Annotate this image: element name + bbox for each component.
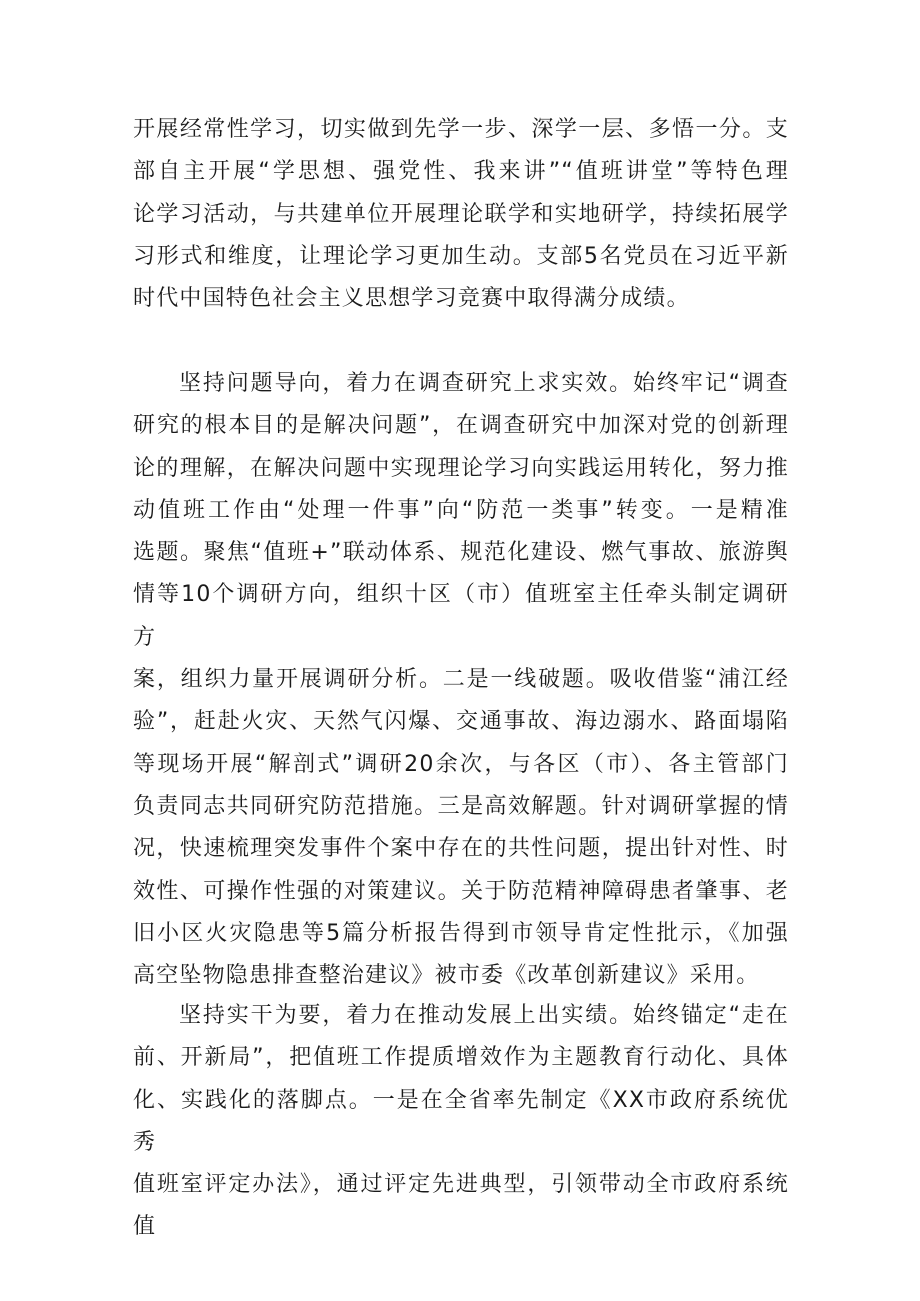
text-line: 部自主开展“学思想、强党性、我来讲”“值班讲堂”等特色理 [133,159,789,185]
text-line: 论学习活动，与共建单位开展理论联学和实地研学，持续拓展学 [133,201,789,227]
text-line: 案，组织力量开展调研分析。二是一线破题。吸收借鉴“浦江经 [133,667,789,693]
text-line: 研究的根本目的是解决问题”，在调查研究中加深对党的创新理 [133,413,789,439]
text-line: 坚持问题导向，着力在调查研究上求实效。始终牢记“调查 [179,371,789,396]
text-line: 动值班工作由“处理一件事”向“防范一类事”转变。一是精准 [133,497,789,523]
paragraph-problem-oriented-research [133,363,789,997]
text-line: 情等10个调研方向，组织十区（市）值班室主任牵头制定调研方 [133,582,789,650]
text-line: 值班室评定办法》，通过评定先进典型，引领带动全市政府系统值 [133,1172,789,1240]
text-line: 负责同志共同研究防范措施。三是高效解题。针对调研掌握的情 [133,793,789,819]
text-line: 旧小区火灾隐患等5篇分析报告得到市领导肯定性批示，《加强 [133,920,789,946]
text-line: 论的理解，在解决问题中实现理论学习向实践运用转化，努力推 [133,455,789,481]
text-line: 况，快速梳理突发事件个案中存在的共性问题，提出针对性、时 [133,836,789,862]
text-line: 开展经常性学习，切实做到先学一步、深学一层、多悟一分。支 [133,117,789,142]
text-line: 时代中国特色社会主义思想学习竞赛中取得满分成绩。 [133,286,690,312]
text-line: 高空坠物隐患排查整治建议》被市委《改革创新建议》采用。 [133,963,760,989]
text-line: 习形式和维度，让理论学习更加生动。支部5名党员在习近平新 [133,243,789,269]
text-line: 坚持实干为要，着力在推动发展上出实绩。始终锚定“走在 [179,1003,789,1028]
text-line: 前、开新局”，把值班工作提质增效作为主题教育行动化、具体 [133,1045,789,1071]
text-line: 选题。聚焦“值班+”联动体系、规范化建设、燃气事故、旅游舆 [133,540,789,566]
text-line: 化、实践化的落脚点。一是在全省率先制定《XX市政府系统优秀 [133,1087,789,1155]
text-line: 效性、可操作性强的对策建议。关于防范精神障碍患者肇事、老 [133,878,789,904]
text-line: 验”，赶赴火灾、天然气闪爆、交通事故、海边溺水、路面塌陷 [133,709,789,735]
paragraph-study-activities [133,109,789,320]
text-line: 等现场开展“解剖式”调研20余次，与各区（市）、各主管部门 [133,751,789,777]
paragraph-practical-results [133,995,789,1249]
